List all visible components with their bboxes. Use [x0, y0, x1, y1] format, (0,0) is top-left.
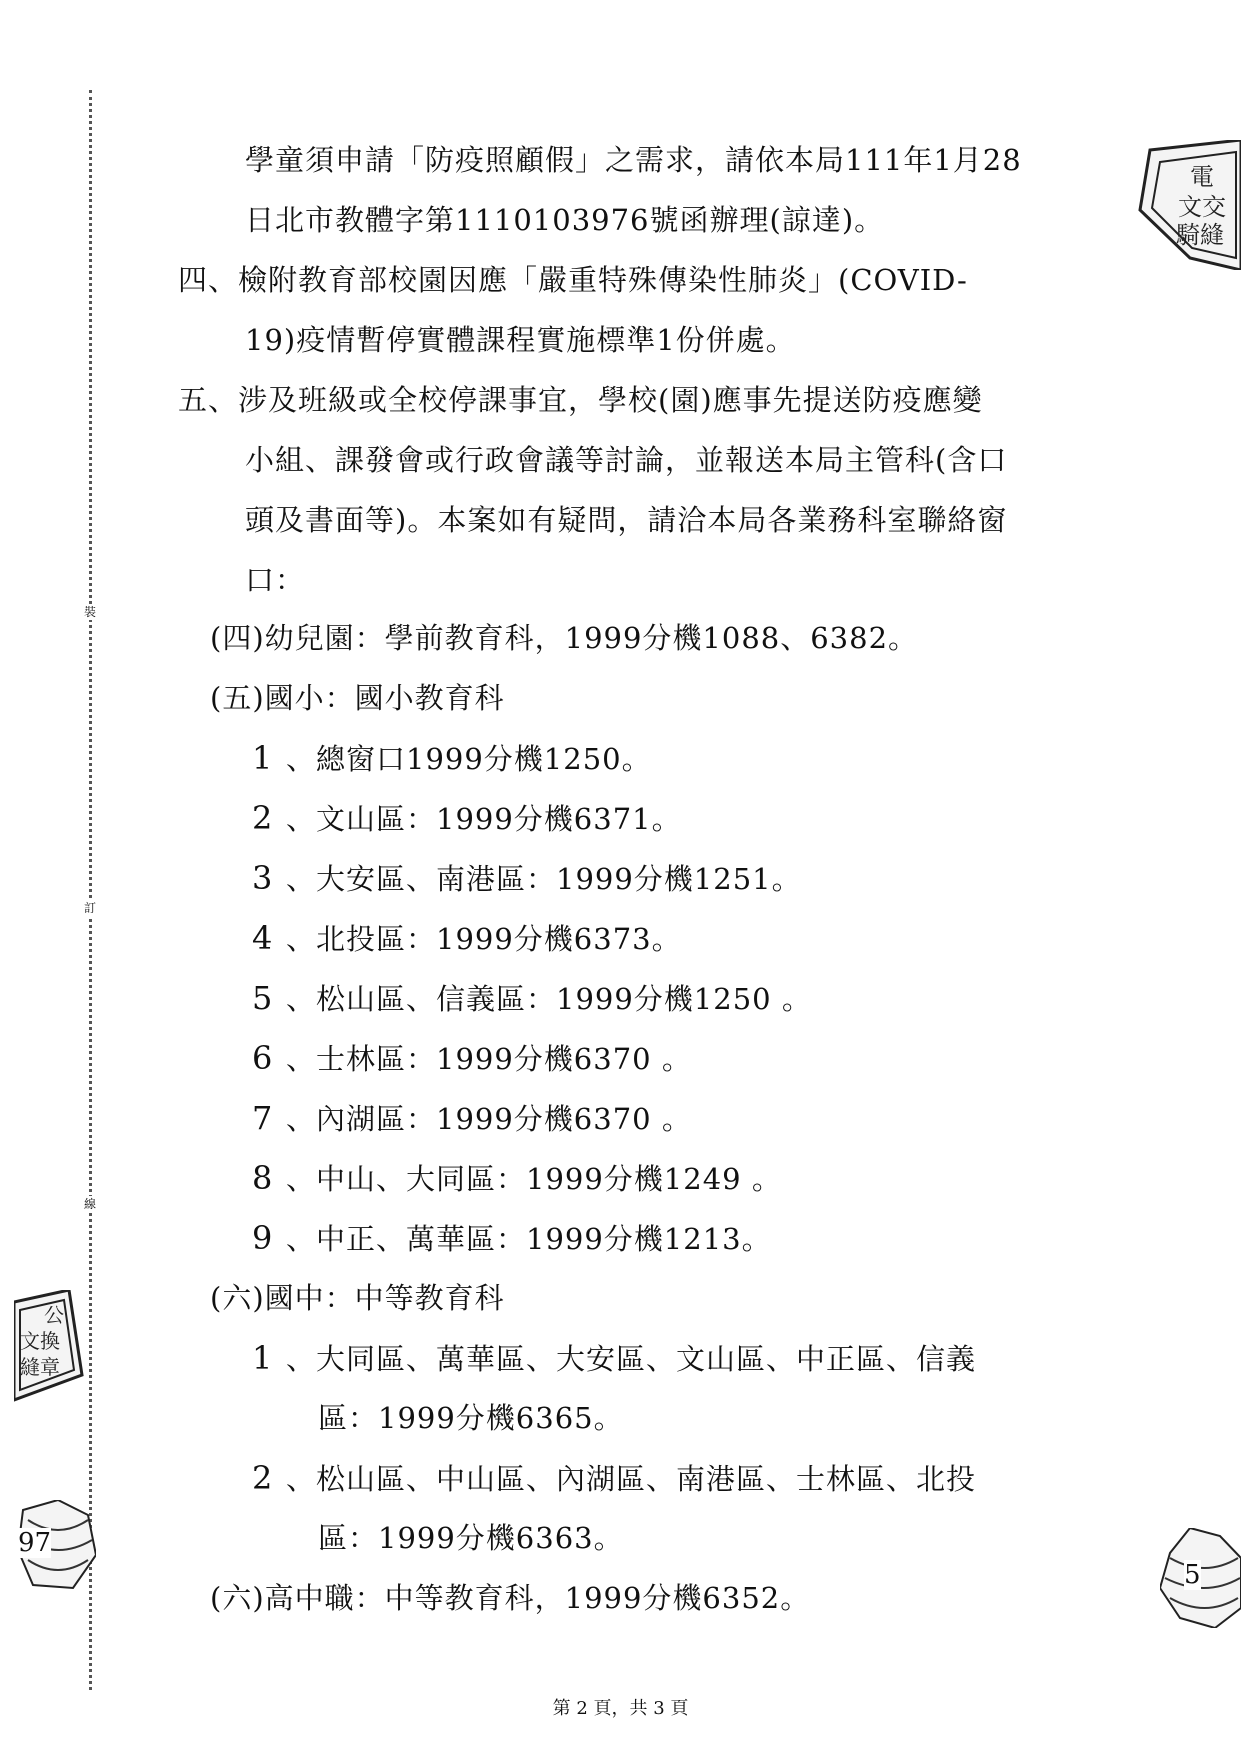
binding-label-ding: 訂 — [84, 901, 97, 915]
body-line: 日北市教體字第1110103976號函辦理(諒達)。 — [245, 203, 885, 237]
list-text: 、中正、萬華區：1999分機1213。 — [286, 1222, 772, 1256]
svg-text:文換: 文換 — [20, 1329, 60, 1353]
body-line: 19)疫情暫停實體課程實施標準1份併處。 — [245, 323, 796, 357]
binding-label-xian: 線 — [84, 1197, 97, 1211]
right-seal-number: 5 — [1184, 1560, 1201, 1590]
list-number: 1 — [252, 1339, 274, 1377]
list-item — [252, 860, 802, 897]
senior-high-contact: (六)高中職：中等教育科，1999分機6352。 — [210, 1581, 811, 1615]
list-number: 8 — [252, 1159, 274, 1197]
left-seal-number: 97 — [18, 1528, 52, 1558]
list-item — [252, 1040, 692, 1077]
kindergarten-contact: (四)幼兒園：學前教育科，1999分機1088、6382。 — [210, 621, 919, 655]
body-line: 頭及書面等)。本案如有疑問，請洽本局各業務科室聯絡窗 — [245, 503, 1008, 537]
list-item — [252, 800, 682, 837]
list-number: 2 — [252, 1459, 274, 1497]
svg-text:縫章: 縫章 — [20, 1355, 60, 1379]
seam-stamp-graphic — [14, 1290, 84, 1410]
svg-text:騎縫: 騎縫 — [1176, 221, 1224, 249]
page-footer: 第 2 頁，共 3 頁 — [552, 1698, 689, 1719]
list-number: 6 — [252, 1039, 274, 1077]
list-item — [252, 1460, 976, 1497]
list-item — [252, 1340, 976, 1377]
list-item — [252, 920, 682, 957]
junior-high-heading: (六)國中：中等教育科 — [210, 1281, 505, 1315]
svg-text:公: 公 — [44, 1303, 64, 1327]
list-item — [252, 980, 812, 1017]
list-item — [252, 740, 652, 777]
list-text: 、內湖區：1999分機6370 。 — [286, 1102, 692, 1136]
svg-text:電: 電 — [1190, 163, 1214, 191]
item-five-line: 五、涉及班級或全校停課事宜，學校(園)應事先提送防疫應變 — [178, 383, 983, 417]
list-text: 、文山區：1999分機6371。 — [286, 802, 682, 836]
body-line: 小組、課發會或行政會議等討論，並報送本局主管科(含口 — [245, 443, 1008, 477]
list-number: 3 — [252, 859, 274, 897]
body-line: 學童須申請「防疫照顧假」之需求，請依本局111年1月28 — [245, 143, 1022, 177]
list-item — [252, 1100, 692, 1137]
list-number: 7 — [252, 1099, 274, 1137]
list-item-continuation: 區：1999分機6365。 — [318, 1401, 624, 1435]
list-item — [252, 1220, 772, 1257]
top-right-seam-stamp — [1130, 140, 1241, 274]
list-item-continuation: 區：1999分機6363。 — [318, 1521, 624, 1555]
list-text: 、松山區、中山區、內湖區、南港區、士林區、北投 — [286, 1462, 977, 1496]
list-number: 4 — [252, 919, 274, 957]
list-text: 、松山區、信義區：1999分機1250 。 — [286, 982, 812, 1016]
binding-label-zhuang: 裝 — [84, 605, 97, 619]
seam-stamp-graphic — [1130, 140, 1241, 270]
body-line: 口： — [245, 563, 306, 597]
list-item — [252, 1160, 782, 1197]
list-text: 、大同區、萬華區、大安區、文山區、中正區、信義 — [286, 1342, 977, 1376]
list-number: 1 — [252, 739, 274, 777]
list-text: 、總窗口1999分機1250。 — [286, 742, 652, 776]
list-number: 5 — [252, 979, 274, 1017]
list-number: 2 — [252, 799, 274, 837]
list-text: 、士林區：1999分機6370 。 — [286, 1042, 692, 1076]
list-text: 、中山、大同區：1999分機1249 。 — [286, 1162, 782, 1196]
binding-dotted-line — [89, 90, 92, 1690]
svg-text:文交: 文交 — [1178, 193, 1226, 221]
list-text: 、北投區：1999分機6373。 — [286, 922, 682, 956]
elementary-heading: (五)國小：國小教育科 — [210, 681, 505, 715]
list-text: 、大安區、南港區：1999分機1251。 — [286, 862, 802, 896]
list-number: 9 — [252, 1219, 274, 1257]
item-four-line: 四、檢附教育部校園因應「嚴重特殊傳染性肺炎」(COVID- — [178, 263, 968, 297]
left-seam-stamp — [14, 1290, 84, 1414]
